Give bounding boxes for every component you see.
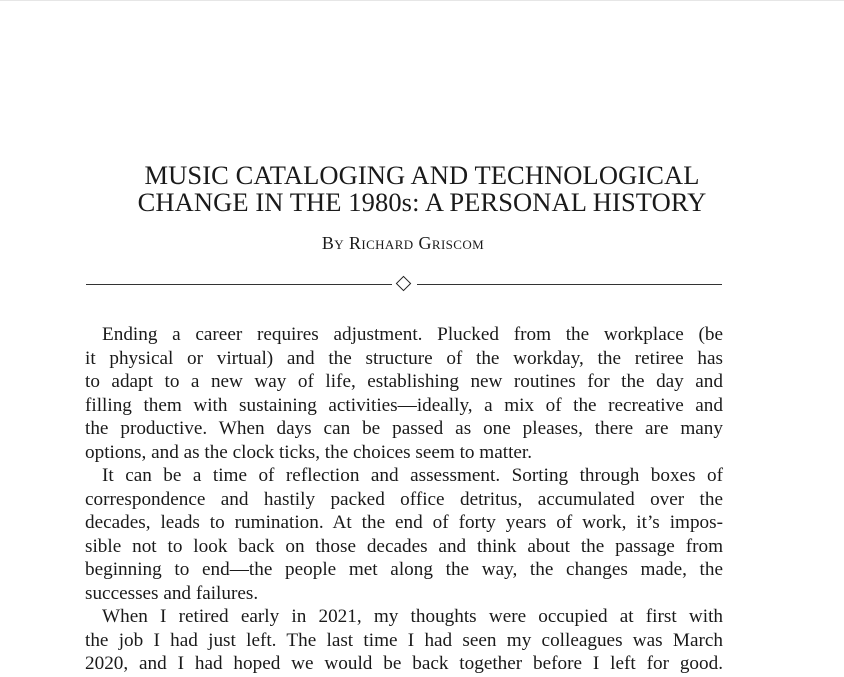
paragraph-1-line-4: filling them with sustaining activities—ideally, a mix of the recreative and: [85, 394, 723, 416]
paragraph-1-line-2: it physical or virtual) and the structure of the workday, the retiree has: [85, 347, 723, 369]
author-byline: [0, 232, 806, 254]
paragraph-3-line-2: the job I had just left. The last time I had seen my colleagues was March: [85, 629, 723, 651]
article-title-line-2: CHANGE IN THE 1980s: A PERSONAL HISTORY: [137, 187, 707, 217]
paragraph-2-line-1: It can be a time of reflection and assessment. Sorting through boxes of: [102, 465, 723, 486]
paragraph-3-line-1: When I retired early in 2021, my thoughts were occupied at first with: [102, 606, 723, 627]
paragraph-1-line-3: to adapt to a new way of life, establishing new routines for the day and: [85, 371, 723, 392]
paragraph-1-line-1: Ending a career requires adjustment. Plucked from the workplace (be: [102, 324, 723, 345]
paragraph-2-line-4: sible not to look back on those decades and think about the passage from: [85, 535, 723, 557]
article-body: [85, 323, 723, 676]
author-byline-text: By Richard Griscom: [321, 233, 485, 253]
paragraph-1-line-5: the productive. When days can be passed as one pleases, there are many: [85, 418, 723, 439]
paragraph-2-line-5: beginning to end—the people met along the way, the changes made, the: [85, 559, 723, 580]
paragraph-2-line-6: successes and failures.: [85, 582, 259, 604]
article-title-line-1: MUSIC CATALOGING AND TECHNOLOGICAL: [144, 160, 700, 190]
section-divider: [86, 275, 722, 293]
diamond-ornament-icon: [396, 276, 412, 292]
paragraph-2-line-3: decades, leads to rumination. At the end of forty years of work, it’s impos-: [85, 512, 723, 533]
article-title: [60, 162, 784, 216]
paragraph-1-line-6: options, and as the clock ticks, the choices seem to matter.: [85, 441, 533, 463]
divider-rule-right: [417, 284, 722, 285]
paragraph-2-line-2: correspondence and hastily packed office detritus, accumulated over the: [85, 488, 723, 510]
divider-rule-left: [86, 284, 392, 285]
paragraph-3-line-3: 2020, and I had hoped we would be back together before I left for good.: [85, 653, 723, 674]
